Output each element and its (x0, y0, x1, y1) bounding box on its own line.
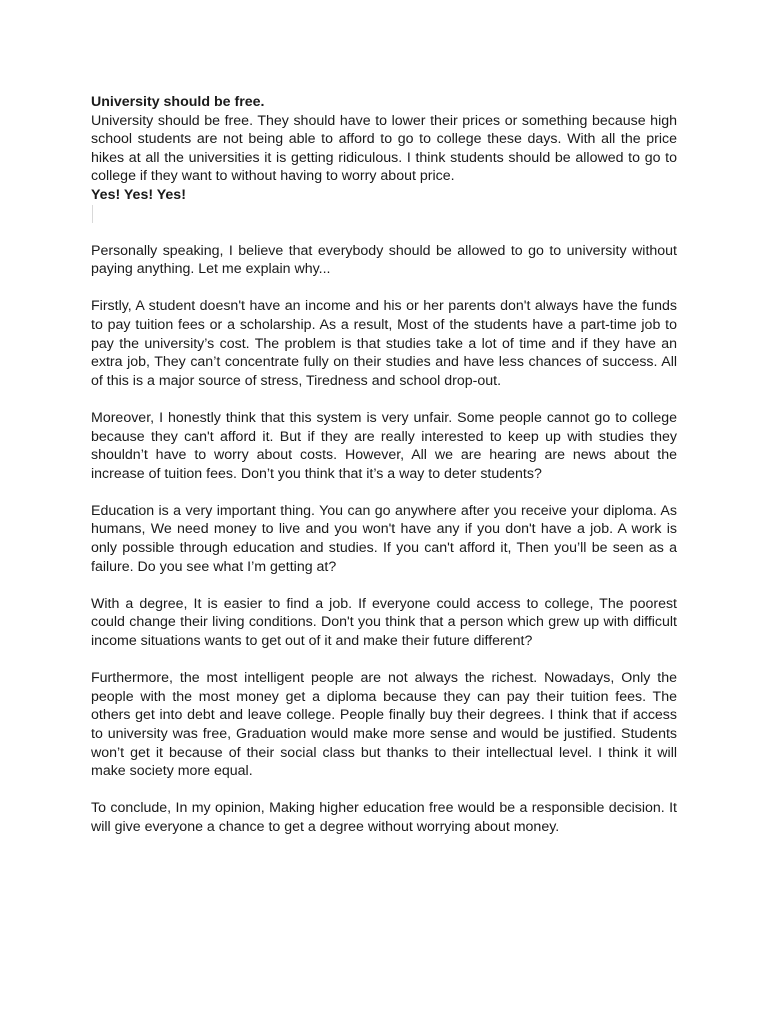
paragraph-spacer (91, 279, 677, 298)
paragraph-spacer (91, 483, 677, 502)
document-title: University should be free. (91, 94, 265, 110)
paragraph-spacer (91, 576, 677, 595)
cheer-line: Yes! Yes! Yes! (91, 186, 186, 203)
paragraph-education: Education is a very important thing. You can go anywhere after you receive your diploma. As humans, We need money to live and you won't have any if you don't have a job. A work is only possible through education and studies. If you can't afford it, Then you’ll be seen as a failure. Do you see what I’m getting at? (91, 502, 677, 575)
paragraph-conclusion: To conclude, In my opinion, Making higher education free would be a responsible decision. It will give everyone a chance to get a degree without worrying about money. (91, 800, 677, 835)
paragraph-spacer (91, 390, 677, 409)
paragraph-firstly: Firstly, A student doesn't have an income and his or her parents don't always have the funds to pay tuition fees or a scholarship. As a result, Most of the students have a part-time job to pay the university’s cost. The problem is that studies take a lot of time and if they have an extra job, They can’t concentrate fully on their studies and have less chances of success. All of this is a major source of stress, Tiredness and school drop-out. (91, 298, 677, 389)
paragraph-spacer (91, 781, 677, 800)
paragraph-furthermore: Furthermore, the most intelligent people are not always the richest. Nowadays, Only the people with the most money get a diploma because they can pay their tuition fees. The others get into debt and leave college. People finally buy their degrees. I think that if access to university was free, Graduation would make more sense and would be justified. Students won’t get it because of their social class but thanks to their intellectual level. I think it will make society more equal. (91, 670, 677, 780)
document-page (91, 93, 677, 837)
paragraph-personally: Personally speaking, I believe that everybody should be allowed to go to university without paying anything. Let me explain why... (91, 242, 677, 278)
intro-paragraph: University should be free. They should have to lower their prices or something because high school students are not being able to afford to go to college these days. With all the price hikes at all the universities it is getting ridiculous. I think students should be allowed to go to college if they want to without having to worry about price. (91, 112, 677, 185)
paragraph-spacer (91, 651, 677, 670)
text-cursor-mark (92, 205, 93, 223)
paragraph-spacer (91, 223, 677, 242)
paragraph-moreover: Moreover, I honestly think that this system is very unfair. Some people cannot go to college because they can't afford it. But if they are really interested to keep up with studies they shouldn’t have to worry about costs. However, All we are hearing are news about the increase of tuition fees. Don’t you think that it’s a way to deter students? (91, 409, 677, 482)
paragraph-degree: With a degree, It is easier to find a job. If everyone could access to college, The poorest could change their living conditions. Don't you think that a person which grew up with difficult income situations wants to get out of it and make their future different? (91, 595, 677, 650)
